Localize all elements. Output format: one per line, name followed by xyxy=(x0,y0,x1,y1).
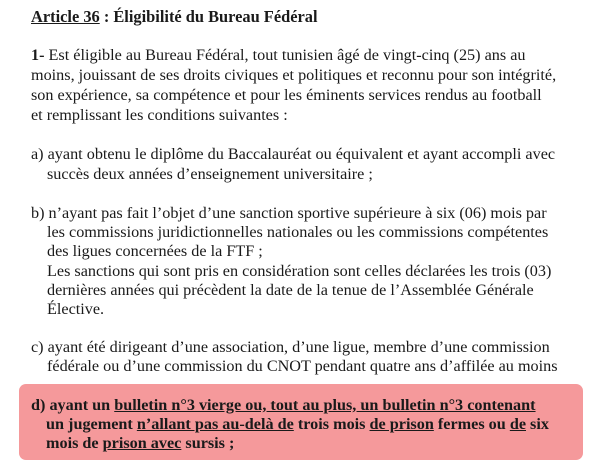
item-b-line-4: Les sanctions qui sont pris en considération sont celles déclarées les trois (03) xyxy=(47,262,552,280)
item-b-line-5: dernières années qui précèdent la date de la tenue de l’Assemblée Générale xyxy=(47,281,534,299)
item-d-text: fermes ou xyxy=(433,415,510,433)
item-d-underlined: de prison xyxy=(369,415,434,433)
para1-number: 1- xyxy=(31,46,45,64)
para1-line-3: son expérience, sa compétence et pour les éminents services rendus au football xyxy=(31,86,542,104)
para1-line-4: et remplissant les conditions suivantes : xyxy=(31,106,288,124)
item-a-line-1: a) ayant obtenu le diplôme du Baccalauréat ou équivalent et ayant accompli avec xyxy=(31,145,556,163)
para1-line-1 xyxy=(31,46,525,65)
item-c-line-2: fédérale ou d’une commission du CNOT pendant quatre ans d’affilée au moins xyxy=(47,357,558,375)
item-d-prefix: d) ayant un xyxy=(31,396,115,414)
item-d-text: trois mois xyxy=(293,415,370,433)
article-heading xyxy=(31,7,318,26)
item-d-underlined-bulletin: bulletin n°3 vierge ou, tout au plus, un bulletin n°3 contenant xyxy=(114,396,536,414)
article-number: Article 36 xyxy=(31,7,100,26)
item-d-line-1 xyxy=(31,396,536,415)
item-b-line-1: b) n’ayant pas fait l’objet d’une sanction sportive supérieure à six (06) mois par xyxy=(31,204,547,222)
article-title: Éligibilité du Bureau Fédéral xyxy=(113,7,318,26)
item-b-line-6: Élective. xyxy=(47,300,105,318)
item-b-line-3: des ligues concernées de la FTF ; xyxy=(47,242,263,260)
article-separator: : xyxy=(99,7,114,26)
item-d-text: un jugement xyxy=(46,415,137,433)
item-a-line-2: succès deux années d’enseignement universitaire ; xyxy=(47,165,373,183)
item-d-line-3 xyxy=(46,434,234,453)
item-d-underlined: n’allant pas au-delà de xyxy=(136,415,294,433)
para1-line-2: moins, jouissant de ses droits civiques et politiques et reconnu pour son intégrité, xyxy=(31,66,557,84)
item-d-underlined: de xyxy=(509,415,526,433)
item-b-line-2: les commissions juridictionnelles nationales ou les commissions compétentes xyxy=(47,223,549,241)
item-d-line-2 xyxy=(46,415,549,434)
item-c-line-1: c) ayant été dirigeant d’une association, d’une ligue, membre d’une commission xyxy=(31,338,550,356)
para1-text: Est éligible au Bureau Fédéral, tout tunisien âgé de vingt-cinq (25) ans au xyxy=(44,46,526,64)
item-d-text: six xyxy=(526,415,549,433)
item-d-text: mois de xyxy=(46,434,103,452)
item-d-text: sursis ; xyxy=(181,434,235,452)
item-d-underlined: prison avec xyxy=(102,434,182,452)
